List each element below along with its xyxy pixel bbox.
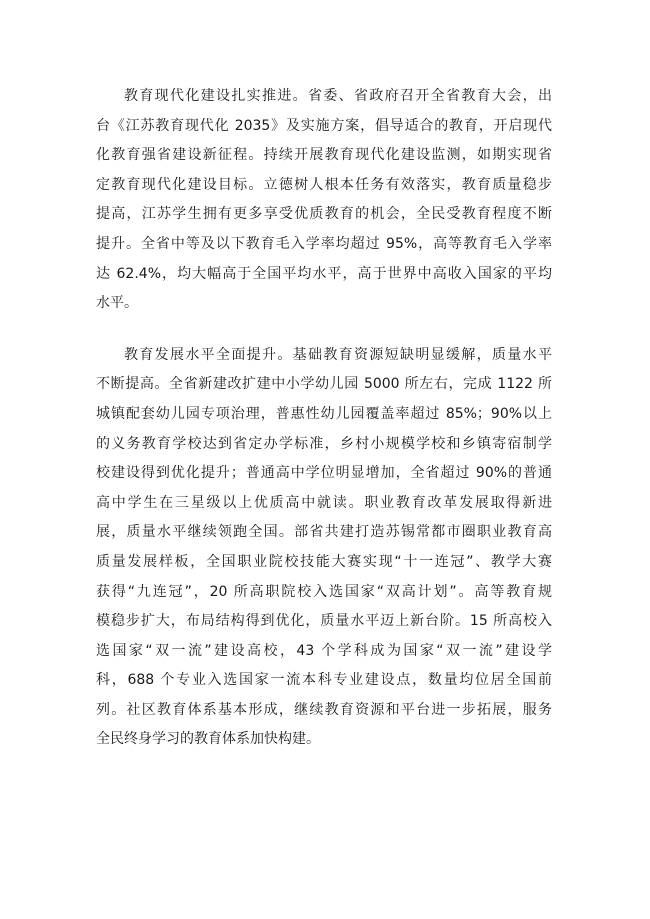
document-page <box>96 82 552 755</box>
paragraph-line: 列。社区教育体系基本形成，继续教育资源和平台进一步拓展，服务 <box>96 701 552 718</box>
paragraph-line: 教育发展水平全面提升。基础教育资源短缺明显缓解，质量水平 <box>124 346 552 363</box>
paragraph-line: 模稳步扩大，布局结构得到优化，质量水平迈上新台阶。15 所高校入 <box>96 613 552 630</box>
paragraph-line: 水平。 <box>96 295 138 312</box>
paragraph-line: 选国家“双一流”建设高校，43 个学科成为国家“双一流”建设学 <box>96 642 552 659</box>
paragraph-line: 的义务教育学校达到省定办学标准，乡村小规模学校和乡镇寄宿制学 <box>96 435 552 452</box>
paragraph-line: 达 62.4%，均大幅高于全国平均水平，高于世界中高收入国家的平均 <box>96 265 552 282</box>
paragraph-line: 全民终身学习的教育体系加快构建。 <box>96 731 320 748</box>
paragraph-line: 提高，江苏学生拥有更多享受优质教育的机会，全民受教育程度不断 <box>96 206 552 223</box>
paragraph-line: 教育现代化建设扎实推进。省委、省政府召开全省教育大会，出 <box>124 88 552 104</box>
paragraph-line: 提升。全省中等及以下教育毛入学率均超过 95%，高等教育毛入学率 <box>96 235 552 252</box>
paragraph-line: 城镇配套幼儿园专项治理，普惠性幼儿园覆盖率超过 85%；90%以上 <box>96 405 552 422</box>
paragraph-education-development <box>96 341 552 755</box>
paragraph-line: 获得“九连冠”，20 所高职院校入选国家“双高计划”。高等教育规 <box>96 583 552 600</box>
paragraph-spacer <box>96 319 552 341</box>
paragraph-line: 科，688 个专业入选国家一流本科专业建设点，数量均位居全国前 <box>96 672 552 689</box>
paragraph-line: 定教育现代化建设目标。立德树人根本任务有效落实，教育质量稳步 <box>96 176 552 193</box>
paragraph-line: 校建设得到优化提升；普通高中学位明显增加，全省超过 90%的普通 <box>96 465 552 482</box>
paragraph-line: 质量发展样板，全国职业院校技能大赛实现“十一连冠”、教学大赛 <box>96 553 552 570</box>
paragraph-line: 展，质量水平继续领跑全国。部省共建打造苏锡常都市圈职业教育高 <box>96 524 552 541</box>
paragraph-line: 化教育强省建设新征程。持续开展教育现代化建设监测，如期实现省 <box>96 147 552 164</box>
paragraph-line: 不断提高。全省新建改扩建中小学幼儿园 5000 所左右，完成 1122 所 <box>96 376 552 393</box>
paragraph-line: 高中学生在三星级以上优质高中就读。职业教育改革发展取得新进 <box>96 494 552 511</box>
paragraph-education-modernization <box>96 82 552 319</box>
paragraph-line: 台《江苏教育现代化 2035》及实施方案，倡导适合的教育，开启现代 <box>96 117 552 134</box>
